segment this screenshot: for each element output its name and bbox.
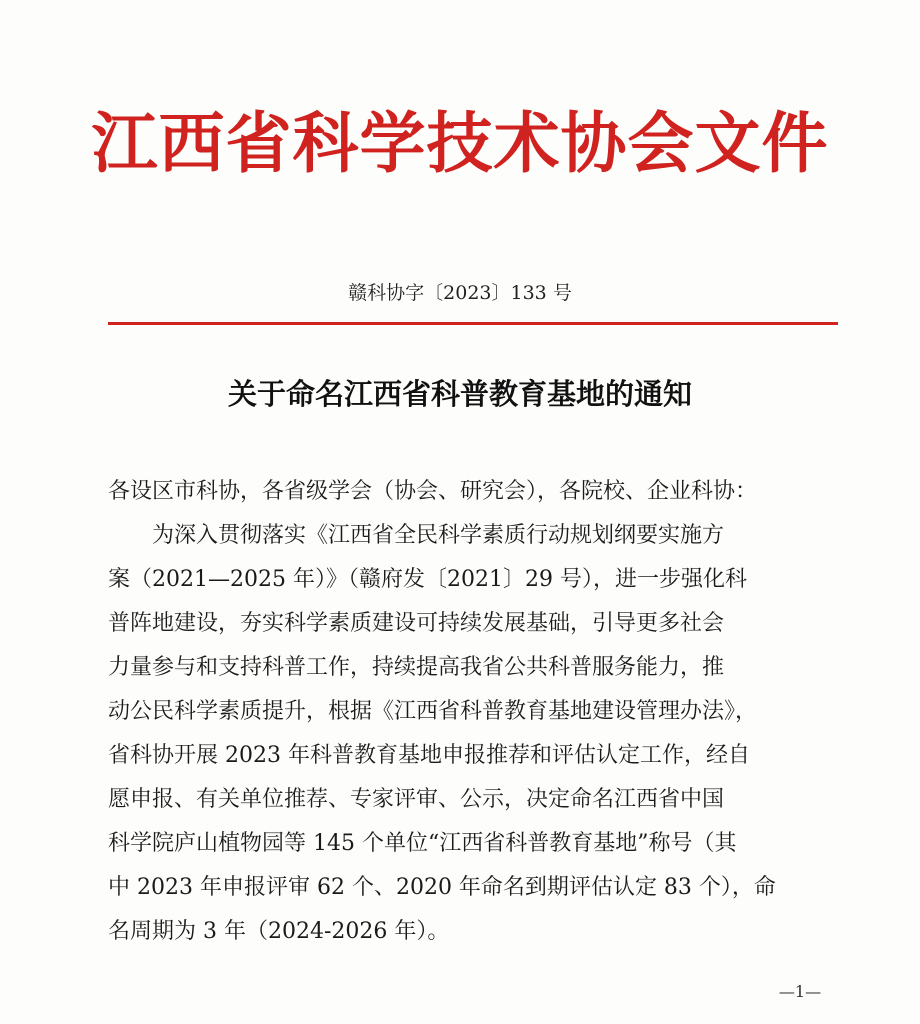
body-line: 动公民科学素质提升，根据《江西省科普教育基地建设管理办法》，: [108, 699, 758, 724]
body-line: 为深入贯彻落实《江西省全民科学素质行动规划纲要实施方: [152, 523, 725, 548]
body-line: 科学院庐山植物园等 145 个单位“江西省科普教育基地”称号（其: [108, 831, 737, 856]
body-line: 力量参与和支持科普工作，持续提高我省公共科普服务能力，推: [108, 655, 725, 680]
document-number: 赣科协字〔2023〕133 号: [348, 282, 572, 304]
body-line: 案（2021—2025 年）》（赣府发〔2021〕29 号），进一步强化科: [108, 567, 747, 592]
body-line: 愿申报、有关单位推荐、专家评审、公示，决定命名江西省中国: [108, 787, 725, 812]
document-body: [108, 470, 838, 954]
body-line: 省科协开展 2023 年科普教育基地申报推荐和评估认定工作，经自: [108, 743, 750, 768]
body-line: 中 2023 年申报评审 62 个、2020 年命名到期评估认定 83 个），命: [108, 875, 776, 900]
red-divider-line: [108, 322, 838, 325]
body-line: 名周期为 3 年（2024-2026 年）。: [108, 919, 450, 944]
page-number: —1—: [778, 982, 822, 1001]
body-line: 普阵地建设，夯实科学素质建设可持续发展基础，引导更多社会: [108, 611, 725, 636]
salutation-line: 各设区市科协，各省级学会（协会、研究会），各院校、企业科协：: [108, 479, 758, 504]
document-masthead: 江西省科学技术协会文件: [91, 104, 829, 182]
document-title: 关于命名江西省科普教育基地的通知: [227, 377, 692, 411]
